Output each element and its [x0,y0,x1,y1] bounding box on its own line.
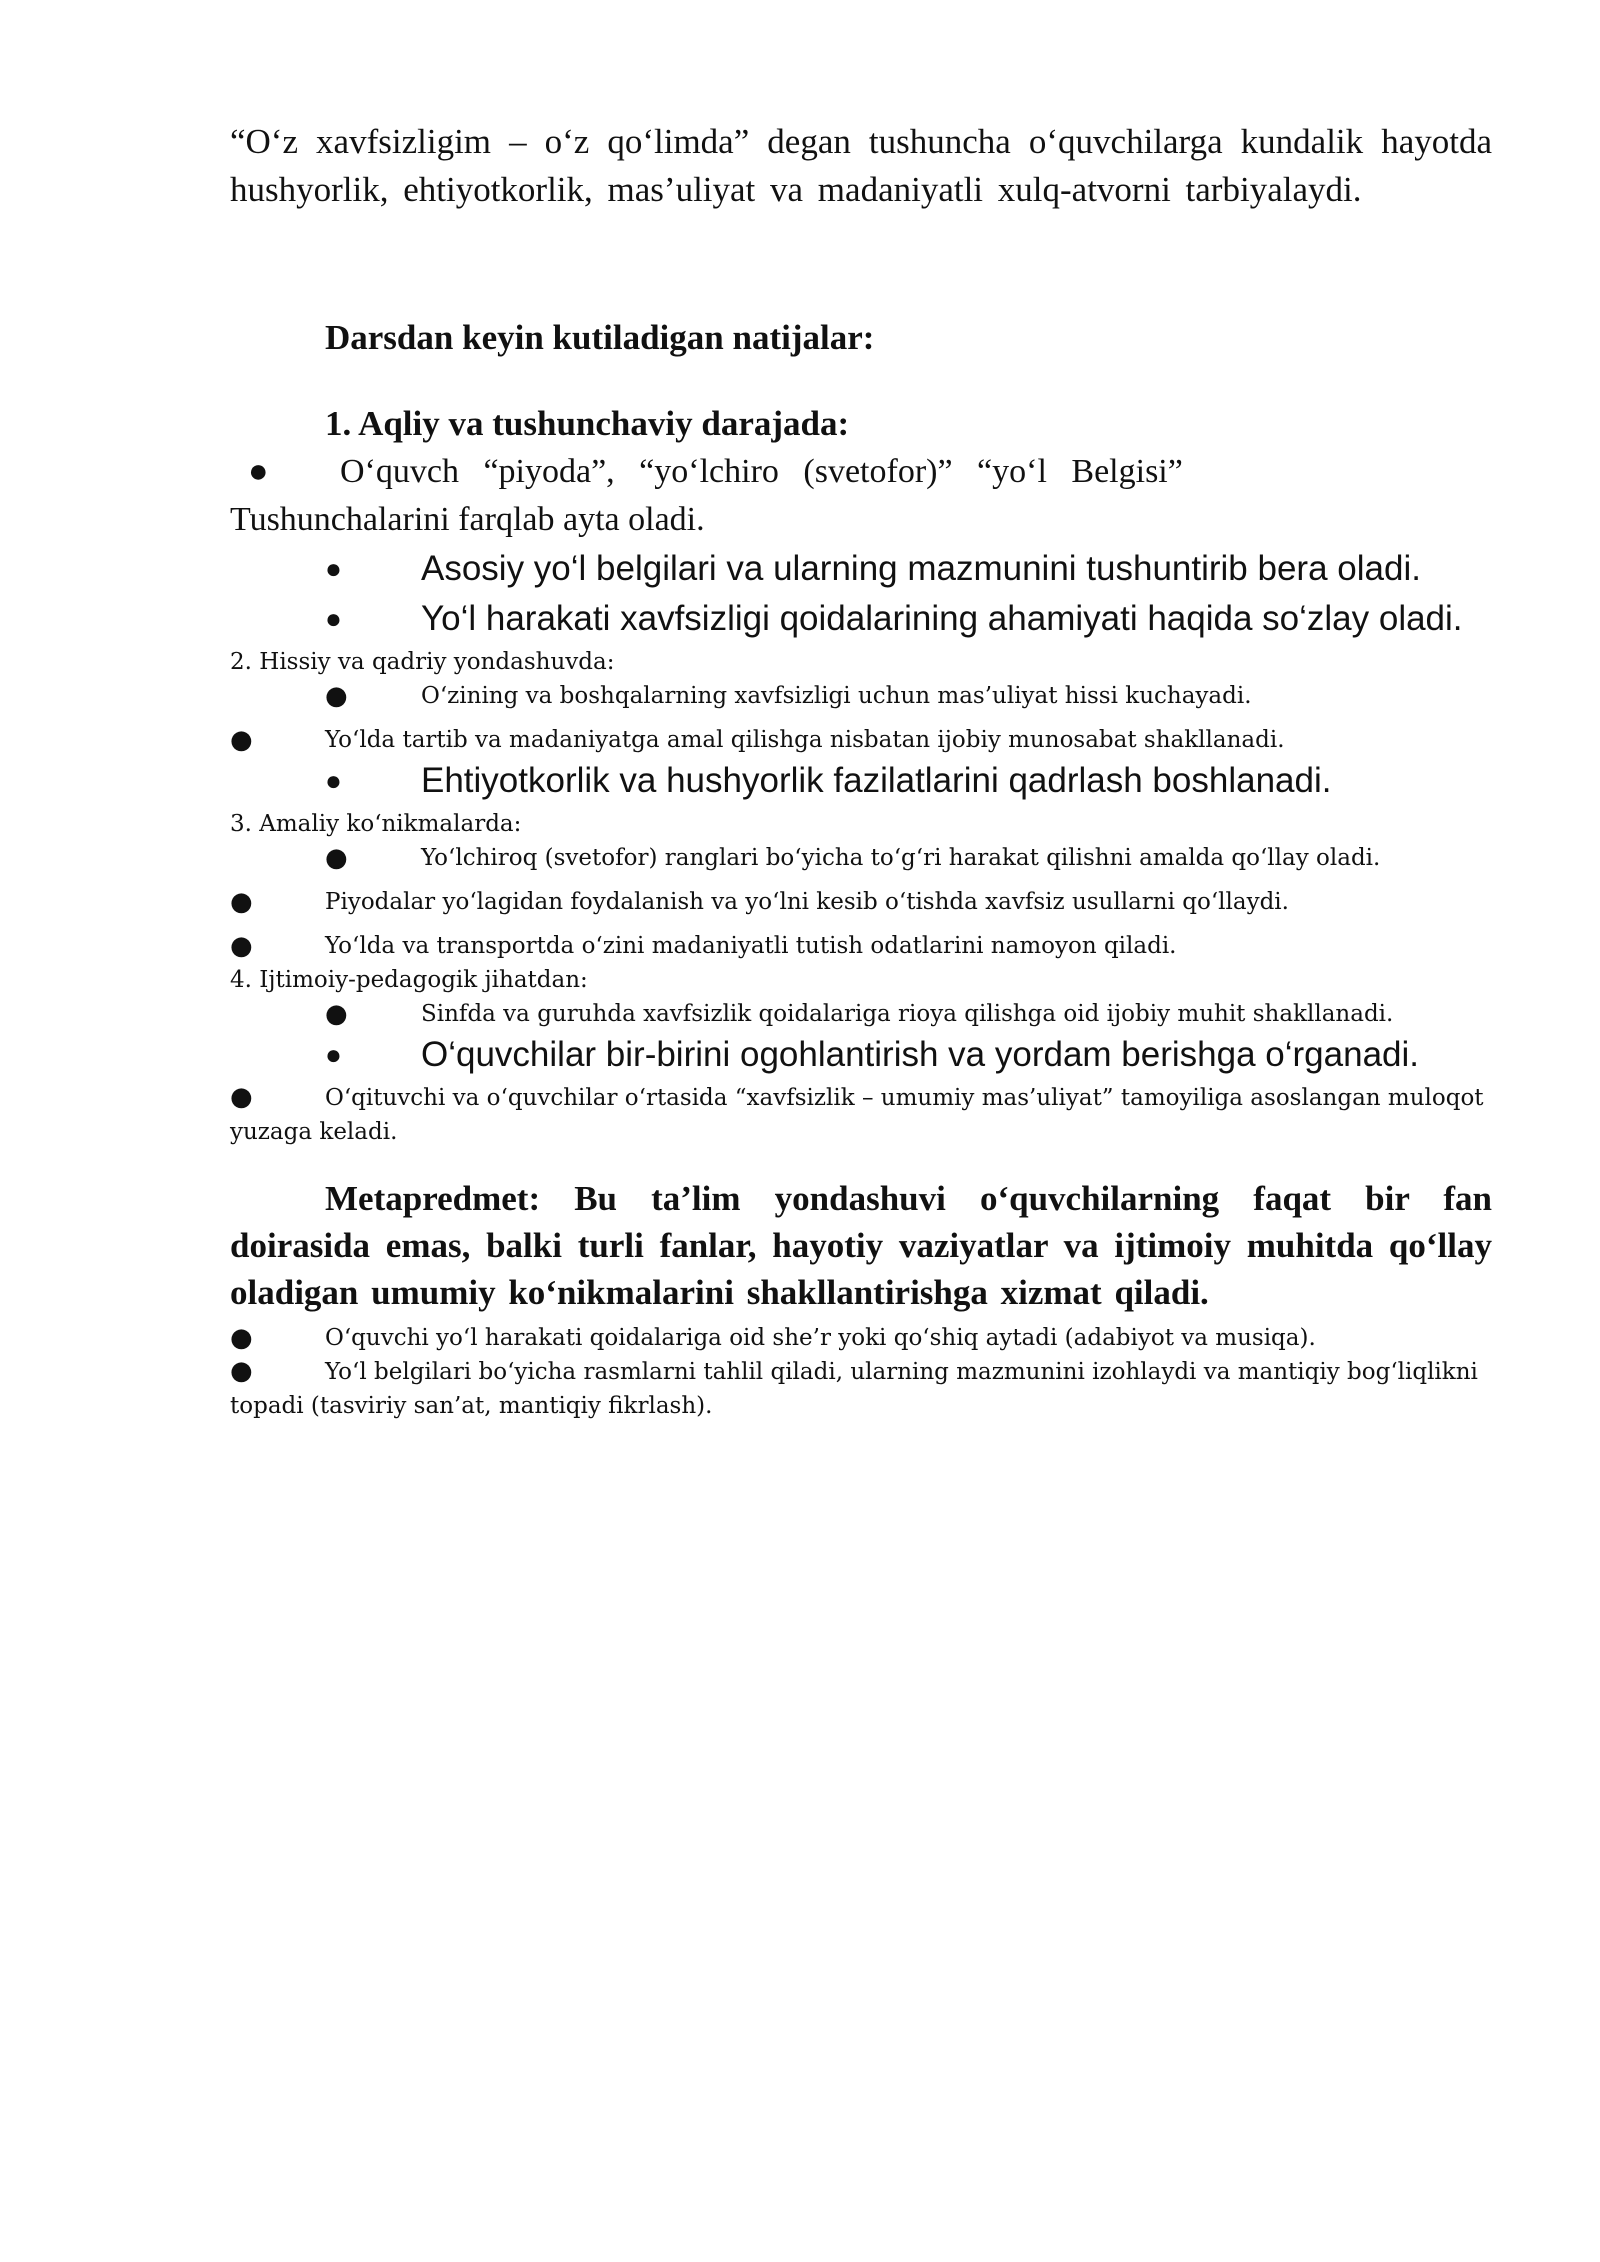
section1-item2 [230,544,1492,594]
section1-item3-text: Yo‘l harakati xavfsizligi qoidalarining ahamiyati haqida so‘zlay oladi. [421,599,1463,638]
bullet-icon: ● [230,887,253,917]
bullet-icon: ● [248,453,269,490]
results-heading: Darsdan keyin kutiladigan natijalar: [325,318,875,357]
section2-item2-text: Yo‘lda tartib va madaniyatga amal qilishga nisbatan ijobiy munosabat shakllanadi. [325,727,1285,753]
section1-item2-text: Asosiy yo‘l belgilari va ularning mazmunini tushuntirib bera oladi. [421,549,1421,588]
section4-item1-text: Sinfda va guruhda xavfsizlik qoidalariga rioya qilishga oid ijobiy muhit shakllanadi. [421,1001,1394,1027]
section3-item1 [230,842,1492,874]
bullet-icon: ● [325,1039,342,1070]
section3-item2 [230,886,1492,918]
bullet-icon: ● [325,603,342,634]
section1-item1 [230,448,1492,496]
meta-item1 [230,1322,1492,1354]
section2-item3 [230,756,1492,806]
section2-item3-text: Ehtiyotkorlik va hushyorlik fazilatlarini qadrlash boshlanadi. [421,761,1332,800]
meta-item1-text: O‘quvchi yo‘l harakati qoidalariga oid she’r yoki qo‘shiq aytadi (adabiyot va musiqa). [325,1325,1316,1351]
section4-heading: 4. Ijtimoiy-pedagogik jihatdan: [230,967,588,993]
document-page [230,118,1492,1423]
section1-heading: 1. Aqliy va tushunchaviy darajada: [325,404,850,443]
section3-item3-text: Yo‘lda va transportda o‘zini madaniyatli tutish odatlarini namoyon qiladi. [325,933,1177,959]
section3-heading: 3. Amaliy ko‘nikmalarda: [230,811,522,837]
bullet-icon: ● [230,1082,253,1112]
metapredmet-paragraph: Metapredmet: Bu ta’lim yondashuvi o‘quvchilarning faqat bir fan doirasida emas, balki turli fanlar, hayotiy vaziyatlar va ijtimoiy muhitda qo‘llay oladigan umumiy ko‘nikmalarini shakllantirishga xizmat qiladi. [230,1179,1492,1312]
section2-item1-text: O‘zining va boshqalarning xavfsizligi uchun mas’uliyat hissi kuchayadi. [421,683,1252,709]
bullet-icon: ● [230,1356,253,1386]
bullet-icon: ● [230,1323,253,1353]
meta-item2-text: Yo‘l belgilari bo‘yicha rasmlarni tahlil qiladi, ularning mazmunini izohlaydi va mantiqiy bog‘liqlikni topadi (tasviriy san’at, mantiqiy fikrlash). [230,1359,1478,1419]
section1-item1-text: O‘quvch “piyoda”, “yo‘lchiro (svetofor)” “yo‘l Belgisi” [340,453,1183,490]
section1-item1-continuation: Tushunchalarini farqlab ayta oladi. [230,501,705,538]
bullet-icon: ● [230,931,253,961]
section3-item2-text: Piyodalar yo‘lagidan foydalanish va yo‘lni kesib o‘tishda xavfsiz usullarni qo‘llaydi. [325,889,1289,915]
intro-paragraph: “O‘z xavfsizligim – o‘z qo‘limda” degan tushuncha o‘quvchilarga kundalik hayotda hushyorlik, ehtiyotkorlik, mas’uliyat va madaniyatli xulq-atvorni tarbiyalaydi. [230,122,1492,209]
section4-item3 [230,1080,1492,1149]
bullet-icon: ● [325,765,342,796]
section2-item2 [230,724,1492,756]
section1-item3 [230,594,1492,644]
section3-item3 [230,930,1492,962]
bullet-icon: ● [325,843,348,873]
section4-item2-text: O‘quvchilar bir-birini ogohlantirish va yordam berishga o‘rganadi. [421,1035,1419,1074]
bullet-icon: ● [325,681,348,711]
bullet-icon: ● [325,999,348,1029]
meta-item2 [230,1354,1492,1423]
bullet-icon: ● [325,553,342,584]
bullet-icon: ● [230,725,253,755]
section4-item3-text: O‘qituvchi va o‘quvchilar o‘rtasida “xavfsizlik – umumiy mas’uliyat” tamoyiliga asoslangan muloqot yuzaga keladi. [230,1085,1484,1145]
section4-item2 [230,1030,1492,1080]
section3-item1-text: Yo‘lchiroq (svetofor) ranglari bo‘yicha to‘g‘ri harakat qilishni amalda qo‘llay oladi. [421,845,1381,871]
section4-item1 [230,998,1492,1030]
section2-item1 [230,680,1492,712]
section2-heading: 2. Hissiy va qadriy yondashuvda: [230,649,615,675]
